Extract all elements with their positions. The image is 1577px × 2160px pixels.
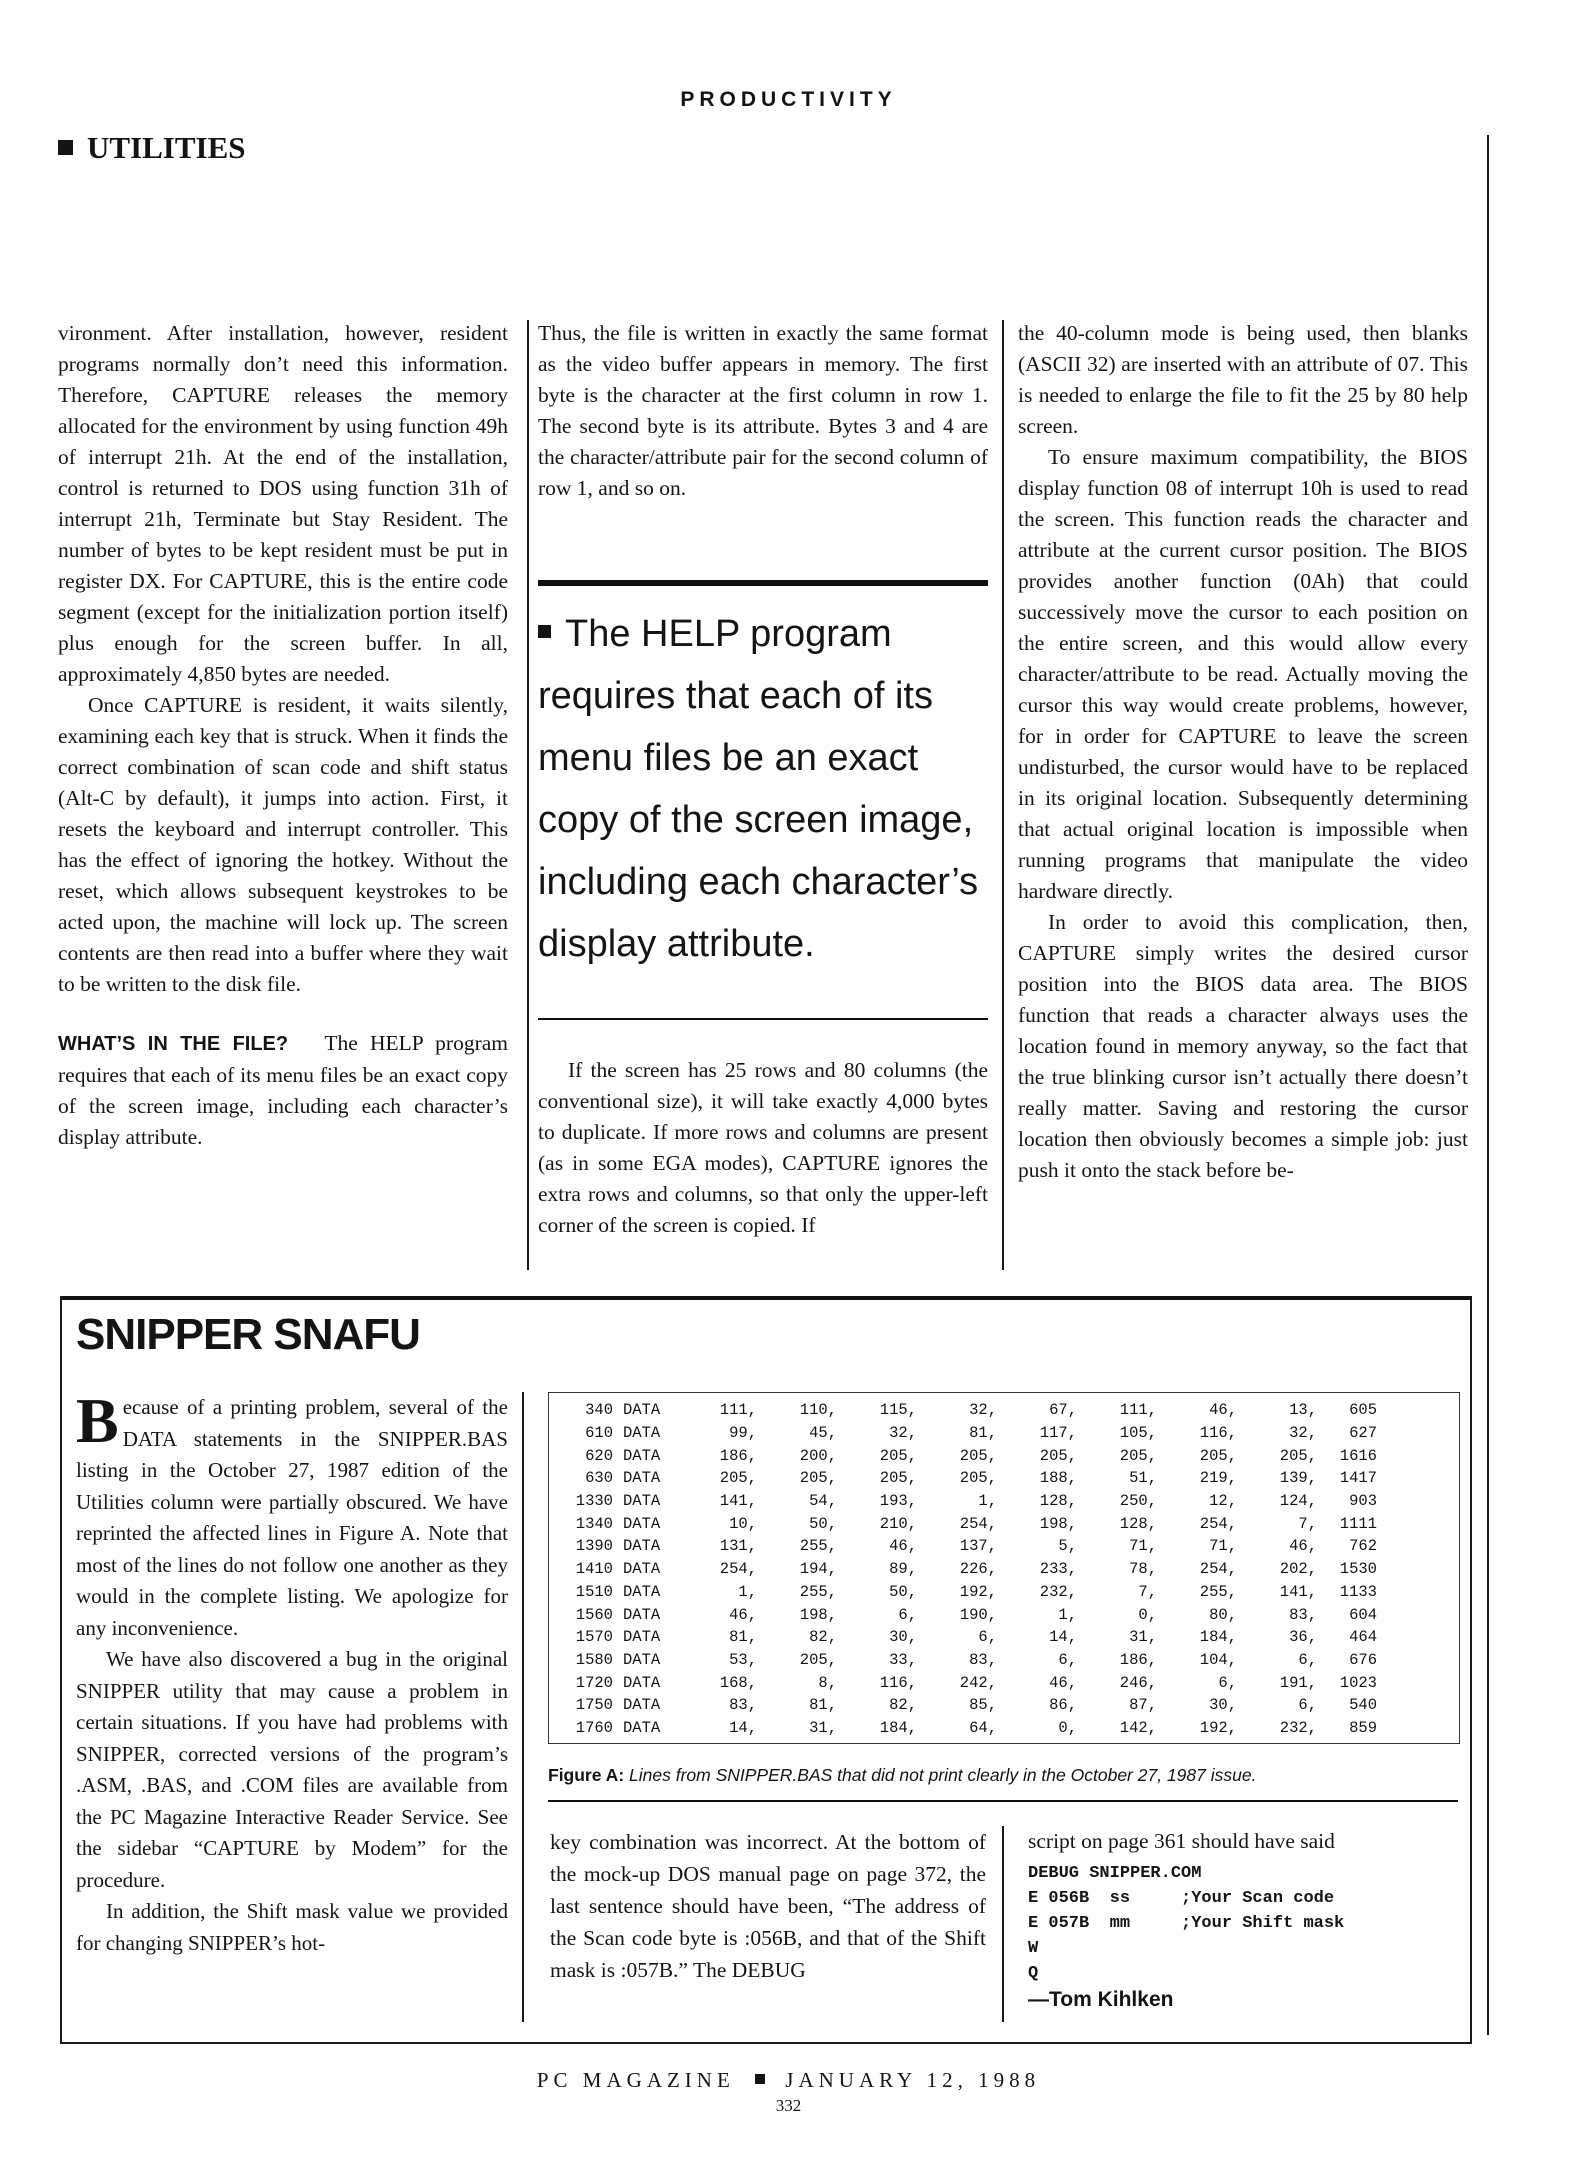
data-value: 186, [719,1446,757,1465]
article-column-3 [1018,318,1468,1186]
line-number: 1560 [575,1605,613,1624]
line-number: 1720 [575,1673,613,1692]
data-value: 128, [1039,1492,1077,1511]
line-number: 1390 [575,1537,613,1556]
paragraph: In addition, the Shift mask value we provided for changing SNIPPER’s hot- [76,1899,508,1955]
data-value: 50, [889,1582,917,1601]
sidebar-column-2 [550,1826,986,1986]
data-keyword: DATA [623,1537,661,1556]
data-value: 46, [1049,1673,1077,1692]
paragraph-text: ecause of a printing problem, several of the DATA statements in the SNIPPER.BAS listing in the October 27, 1987 edition of the Utilities column were partially obscured. We have reprinted the affected lines in Figure A. Note that most of the lines do not follow one another as they would in the complete listing. We apologize for any inconvenience. [76,1395,508,1640]
data-value: 205, [799,1650,837,1669]
data-keyword: DATA [623,1492,661,1511]
listing-row [551,1467,1377,1490]
data-value: 188, [1039,1469,1077,1488]
data-value: 6, [1058,1650,1077,1669]
data-value: 32, [889,1424,917,1443]
line-number: 1580 [575,1650,613,1669]
data-keyword: DATA [623,1560,661,1579]
data-value: 205, [1119,1446,1157,1465]
data-value: 46, [729,1605,757,1624]
paragraph [76,1385,508,1644]
data-value: 242, [959,1673,997,1692]
figure-rule [548,1800,1458,1802]
listing-row [551,1535,1377,1558]
listing-row [551,1444,1377,1467]
data-value: 131, [719,1537,757,1556]
pullquote-bottom-rule [538,1018,988,1020]
data-value: 6, [978,1628,997,1647]
listing-row [551,1671,1377,1694]
data-value: 205, [1199,1446,1237,1465]
listing-row [551,1649,1377,1672]
footer-line [0,2068,1577,2093]
checksum: 627 [1349,1424,1377,1443]
paragraph: If the screen has 25 rows and 80 columns (the conventional size), it will take exactly 4,000 bytes to duplicate. If more rows and columns are present (as in some EGA modes), CAPTURE ignores the extra rows and columns, so that only the upper-left corner of the screen is copied. If [538,1058,988,1237]
data-value: 32, [969,1401,997,1420]
data-value: 45, [809,1424,837,1443]
data-keyword: DATA [623,1469,661,1488]
listing-row [551,1603,1377,1626]
data-value: 250, [1119,1492,1157,1511]
line-number: 1760 [575,1718,613,1737]
data-value: 81, [729,1628,757,1647]
checksum: 540 [1349,1696,1377,1715]
data-value: 1, [738,1582,757,1601]
line-number: 610 [585,1424,613,1443]
data-value: 80, [1209,1605,1237,1624]
data-value: 67, [1049,1401,1077,1420]
data-value: 124, [1279,1492,1317,1511]
data-value: 137, [959,1537,997,1556]
checksum: 1530 [1339,1560,1377,1579]
checksum: 1111 [1339,1514,1377,1533]
data-value: 198, [799,1605,837,1624]
checksum: 605 [1349,1401,1377,1420]
data-value: 54, [809,1492,837,1511]
data-value: 184, [879,1718,917,1737]
checksum: 859 [1349,1718,1377,1737]
data-keyword: DATA [623,1446,661,1465]
data-value: 233, [1039,1560,1077,1579]
data-value: 64, [969,1718,997,1737]
data-value: 83, [729,1696,757,1715]
paragraph: We have also discovered a bug in the original SNIPPER utility that may cause a problem in certain situations. If you have had problems with SNIPPER, corrected versions of the program’s .ASM, .BAS, and .COM files are available from the PC Magazine Interactive Reader Service. See the sidebar “CAPTURE by Modem” for the procedure. [76,1647,508,1892]
data-value: 31, [1129,1628,1157,1647]
footer-bullet-icon [755,2074,765,2084]
data-value: 33, [889,1650,917,1669]
data-value: 205, [719,1469,757,1488]
data-value: 14, [729,1718,757,1737]
page-number: 332 [775,2096,802,2115]
data-value: 8, [818,1673,837,1692]
pullquote-top-rule [538,580,988,586]
data-value: 1, [978,1492,997,1511]
data-value: 6, [1298,1696,1317,1715]
column-rule [527,320,529,1270]
data-keyword: DATA [623,1514,661,1533]
data-value: 142, [1119,1718,1157,1737]
sidebar-column-3 [1028,1826,1468,2012]
data-value: 36, [1289,1628,1317,1647]
pullquote [538,603,998,975]
data-value: 5, [1058,1537,1077,1556]
line-number: 1510 [575,1582,613,1601]
data-keyword: DATA [623,1718,661,1737]
debug-script [1028,1861,1468,1986]
checksum: 1417 [1339,1469,1377,1488]
data-value: 232, [1279,1718,1317,1737]
figure-caption [548,1765,1458,1786]
data-value: 139, [1279,1469,1317,1488]
listing-row [551,1694,1377,1717]
checksum: 1616 [1339,1446,1377,1465]
footer-magazine: PC MAGAZINE [536,2068,735,2092]
dropcap: B [76,1385,119,1456]
data-keyword: DATA [623,1673,661,1692]
listing-row [551,1717,1377,1740]
listing-row [551,1399,1377,1422]
line-number: 620 [585,1446,613,1465]
data-value: 50, [809,1514,837,1533]
bullet-square-icon [58,140,73,155]
paragraph: In order to avoid this complication, then, CAPTURE simply writes the desired cursor position into the BIOS data area. The BIOS function that reads a character always uses the location found in memory anyway, so the fact that the true blinking cursor isn’t actually there doesn’t really matter. Saving and restoring the cursor location then obviously becomes a simple job: just push it onto the stack before be- [1018,910,1468,1182]
data-value: 81, [969,1424,997,1443]
paragraph: vironment. After installation, however, resident programs normally don’t need this information. Therefore, CAPTURE releases the memory allocated for the environment by using function 49h of interrupt 21h. At the end of the installation, control is returned to DOS using function 31h of interrupt 21h, Terminate but Stay Resident. The number of bytes to be kept resident must be put in register DX. For CAPTURE, this is the entire code segment (except for the initialization portion itself) plus enough for the screen buffer. In all, approximately 4,850 bytes are needed. [58,321,508,686]
data-value: 168, [719,1673,757,1692]
checksum: 604 [1349,1605,1377,1624]
article-column-1 [58,318,508,1153]
data-value: 210, [879,1514,917,1533]
data-value: 14, [1049,1628,1077,1647]
line-number: 630 [585,1469,613,1488]
data-value: 184, [1199,1628,1237,1647]
data-value: 31, [809,1718,837,1737]
data-value: 254, [959,1514,997,1533]
line-number: 340 [585,1401,613,1420]
checksum: 762 [1349,1537,1377,1556]
data-value: 82, [809,1628,837,1647]
data-value: 82, [889,1696,917,1715]
line-number: 1750 [575,1696,613,1715]
data-value: 198, [1039,1514,1077,1533]
data-keyword: DATA [623,1582,661,1601]
data-value: 46, [1289,1537,1317,1556]
sidebar-column-rule [522,1392,524,2022]
line-number: 1570 [575,1628,613,1647]
sidebar-title: SNIPPER SNAFU [76,1310,420,1359]
listing-row [551,1422,1377,1445]
debug-line: Q [1028,1964,1039,1983]
data-value: 83, [1289,1605,1317,1624]
paragraph: script on page 361 should have said [1028,1829,1335,1853]
data-value: 110, [799,1401,837,1420]
data-value: 116, [1199,1424,1237,1443]
data-value: 219, [1199,1469,1237,1488]
checksum: 1023 [1339,1673,1377,1692]
data-value: 192, [959,1582,997,1601]
data-value: 141, [1279,1582,1317,1601]
data-value: 89, [889,1560,917,1579]
listing-row [551,1626,1377,1649]
data-keyword: DATA [623,1401,661,1420]
data-value: 255, [799,1582,837,1601]
data-value: 255, [1199,1582,1237,1601]
data-value: 86, [1049,1696,1077,1715]
figure-label: Figure A: [548,1765,625,1785]
article-column-2 [538,318,988,504]
footer-date: JANUARY 12, 1988 [785,2068,1041,2092]
data-value: 194, [799,1560,837,1579]
subhead: WHAT’S IN THE FILE? [58,1033,289,1055]
data-value: 254, [1199,1514,1237,1533]
data-value: 205, [959,1469,997,1488]
checksum: 676 [1349,1650,1377,1669]
data-value: 202, [1279,1560,1317,1579]
data-value: 1, [1058,1605,1077,1624]
data-value: 254, [719,1560,757,1579]
data-value: 117, [1039,1424,1077,1443]
data-keyword: DATA [623,1650,661,1669]
sidebar-column-rule [1002,1826,1004,2022]
data-keyword: DATA [623,1424,661,1443]
data-value: 104, [1199,1650,1237,1669]
debug-line: E 057B mm ;Your Shift mask [1028,1914,1345,1933]
data-value: 83, [969,1650,997,1669]
data-value: 191, [1279,1673,1317,1692]
data-value: 7, [1298,1514,1317,1533]
data-value: 205, [879,1469,917,1488]
data-value: 32, [1289,1424,1317,1443]
pullquote-text: The HELP program requires that each of its menu files be an exact copy of the screen image, including each character’s display attribute. [538,613,979,965]
data-value: 99, [729,1424,757,1443]
data-value: 186, [1119,1650,1157,1669]
checksum: 464 [1349,1628,1377,1647]
data-value: 10, [729,1514,757,1533]
data-value: 193, [879,1492,917,1511]
paragraph: the 40-column mode is being used, then blanks (ASCII 32) are inserted with an attribute of 07. This is needed to enlarge the file to fit the 25 by 80 help screen. [1018,321,1468,438]
line-number: 1340 [575,1514,613,1533]
data-value: 71, [1209,1537,1237,1556]
data-keyword: DATA [623,1696,661,1715]
data-value: 30, [1209,1696,1237,1715]
data-value: 141, [719,1492,757,1511]
data-value: 30, [889,1628,917,1647]
article-column-2-continued [538,1055,988,1241]
data-value: 111, [1119,1401,1157,1420]
listing-row [551,1558,1377,1581]
data-value: 6, [898,1605,917,1624]
data-value: 232, [1039,1582,1077,1601]
data-value: 205, [1039,1446,1077,1465]
data-value: 200, [799,1446,837,1465]
data-value: 46, [889,1537,917,1556]
data-value: 205, [799,1469,837,1488]
checksum: 903 [1349,1492,1377,1511]
debug-line: W [1028,1939,1039,1958]
data-value: 115, [879,1401,917,1420]
code-listing [548,1392,1460,1744]
data-value: 190, [959,1605,997,1624]
data-value: 254, [1199,1560,1237,1579]
paragraph: Thus, the file is written in exactly the same format as the video buffer appears in memory. The first byte is the character at the first column in row 1. The second byte is its attribute. Bytes 3 and 4 are the character/attribute pair for the second column of row 1, and so on. [538,321,988,500]
signature: —Tom Kihlken [1028,1988,1174,2011]
paragraph: To ensure maximum compatibility, the BIOS display function 08 of interrupt 10h is used to read the screen. This function reads the character and attribute at the current cursor position. The BIOS provides another function (0Ah) that could successively move the cursor to each position on the entire screen, and this would allow every character/attribute to be read. Actually moving the cursor this way would create problems, however, for in order for CAPTURE to leave the screen undisturbed, the cursor would have to be replaced in its original location. Subsequently determining that actual original location is impossible when running programs that manipulate the video hardware directly. [1018,445,1468,903]
data-value: 246, [1119,1673,1157,1692]
paragraph: Once CAPTURE is resident, it waits silently, examining each key that is struck. When it finds the correct combination of scan code and shift status (Alt-C by default), it jumps into action. First, it resets the keyboard and interrupt controller. This has the effect of ignoring the hotkey. Without the reset, which allows subsequent keystrokes to be acted upon, the machine will lock up. The screen contents are then read into a buffer where they wait to be written to the disk file. [58,693,508,996]
data-value: 71, [1129,1537,1157,1556]
department-title [58,130,246,166]
data-value: 46, [1209,1401,1237,1420]
line-number: 1410 [575,1560,613,1579]
debug-line: DEBUG SNIPPER.COM [1028,1864,1202,1883]
data-value: 85, [969,1696,997,1715]
data-keyword: DATA [623,1628,661,1647]
bullet-square-icon [538,625,551,638]
listing-row [551,1512,1377,1535]
paragraph-with-subhead [58,1028,508,1153]
data-value: 226, [959,1560,997,1579]
data-value: 205, [879,1446,917,1465]
data-keyword: DATA [623,1605,661,1624]
data-value: 12, [1209,1492,1237,1511]
data-value: 0, [1138,1605,1157,1624]
data-value: 51, [1129,1469,1157,1488]
data-value: 13, [1289,1401,1317,1420]
data-value: 6, [1298,1650,1317,1669]
checksum: 1133 [1339,1582,1377,1601]
paragraph: key combination was incorrect. At the bottom of the mock-up DOS manual page on page 372, the last sentence should have been, “The address of the Scan code byte is :056B, and that of the Shift mask is :057B.” The DEBUG [550,1830,986,1982]
data-value: 111, [719,1401,757,1420]
debug-line: E 056B ss ;Your Scan code [1028,1889,1335,1908]
data-value: 7, [1138,1582,1157,1601]
section-label: PRODUCTIVITY [680,88,897,111]
data-value: 81, [809,1696,837,1715]
data-value: 255, [799,1537,837,1556]
data-value: 192, [1199,1718,1237,1737]
sidebar-column-1 [76,1385,508,1959]
data-value: 116, [879,1673,917,1692]
data-value: 6, [1218,1673,1237,1692]
listing-row [551,1490,1377,1513]
data-value: 78, [1129,1560,1157,1579]
page-right-rule [1487,135,1489,2035]
department-label: UTILITIES [87,130,246,165]
data-value: 53, [729,1650,757,1669]
data-value: 128, [1119,1514,1157,1533]
figure-caption-text: Lines from SNIPPER.BAS that did not print clearly in the October 27, 1987 issue. [629,1765,1257,1785]
line-number: 1330 [575,1492,613,1511]
data-value: 0, [1058,1718,1077,1737]
paragraph-text: The HELP program requires that each of its menu files be an exact copy of the screen image, including each character’s display attribute. [58,1031,509,1149]
data-value: 205, [959,1446,997,1465]
data-value: 205, [1279,1446,1317,1465]
data-value: 105, [1119,1424,1157,1443]
data-value: 87, [1129,1696,1157,1715]
listing-row [551,1581,1377,1604]
column-rule [1002,320,1004,1270]
